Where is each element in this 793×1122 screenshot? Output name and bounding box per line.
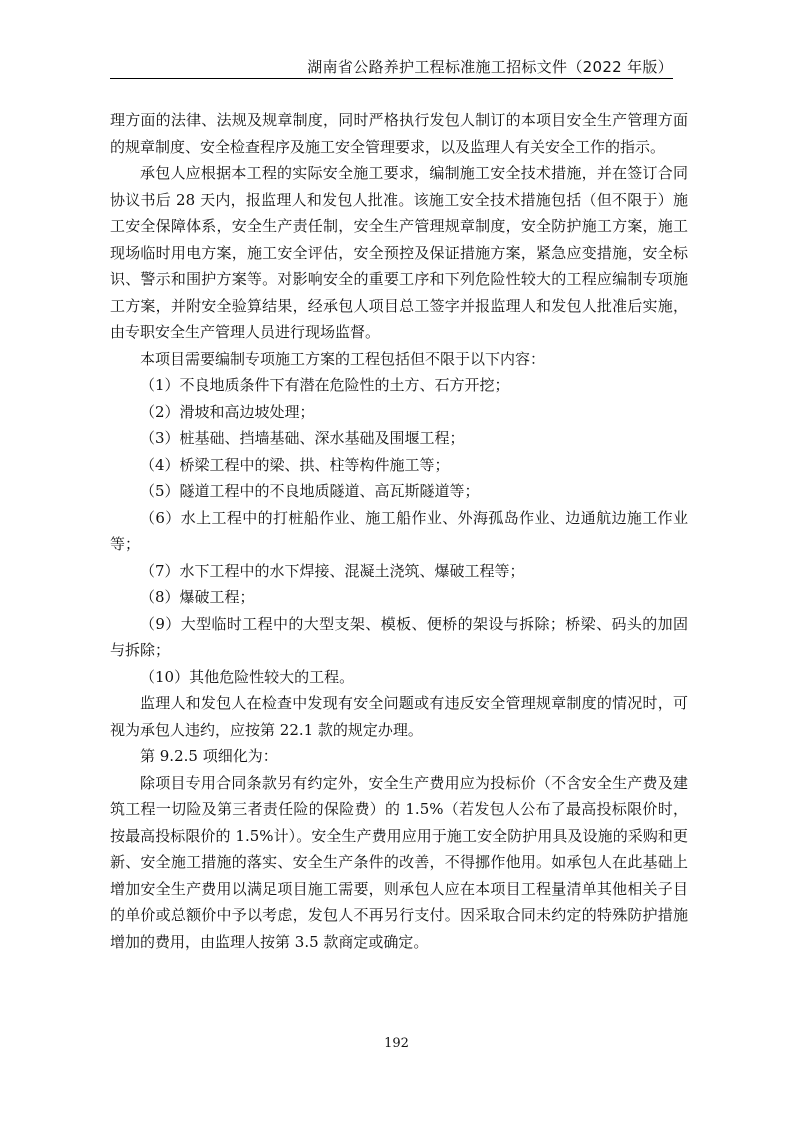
paragraph: 第 9.2.5 项细化为： bbox=[140, 747, 278, 765]
paragraph: 承包人应根据本工程的实际安全施工要求，编制施工安全技术措施，并在签订合同协议书后 28 天内，报监理人和发包人批准。该施工安全技术措施包括（但不限于）施工安全保障体系，安全生产责任制，安全生产管理规章制度，安全防护施工方案，施工现场临时用电方案，施工安全评估，安全预控及保证措施方案，紧急应变措施，安全标识、警示和围护方案等。对影响安全的重要工序和下列危险性较大的工程应编制专项施工方案，并附安全验算结果，经承包人项目总工签字并报监理人和发包人批准后实施，由专职安全生产管理人员进行现场监督。 bbox=[110, 164, 688, 341]
paragraph: 除项目专用合同条款另有约定外，安全生产费用应为投标价（不含安全生产费及建筑工程一切险及第三者责任险的保险费）的 1.5%（若发包人公布了最高投标限价时，按最高投标限价的 1.5%计）。安全生产费用应用于施工安全防护用具及设施的采购和更新、安全施工措施的落实、安全生产条件的改善，不得挪作他用。如承包人在此基础上增加安全生产费用以满足项目施工需要，则承包人应在本项目工程量清单其他相关子目的单价或总额价中予以考虑，发包人不再另行支付。因采取合同未约定的特殊防护措施增加的费用，由监理人按第 3.5 款商定或确定。 bbox=[110, 773, 688, 951]
list-item: （6）水上工程中的打桩船作业、施工船作业、外海孤岛作业、边通航边施工作业等； bbox=[110, 508, 688, 553]
page-number: 192 bbox=[384, 1036, 409, 1051]
paragraph: 本项目需要编制专项施工方案的工程包括但不限于以下内容： bbox=[140, 349, 546, 368]
list-item: （10）其他危险性较大的工程。 bbox=[140, 667, 355, 686]
list-item: （3）桩基础、挡墙基础、深水基础及围堰工程； bbox=[140, 429, 465, 447]
document-body bbox=[110, 107, 688, 955]
list-item: （7）水下工程中的水下焊接、混凝土浇筑、爆破工程等； bbox=[140, 561, 525, 580]
page-header bbox=[110, 52, 673, 79]
list-item: （5）隧道工程中的不良地质隧道、高瓦斯隧道等； bbox=[140, 482, 480, 500]
paragraph: 理方面的法律、法规及规章制度，同时严格执行发包人制订的本项目安全生产管理方面的规章制度、安全检查程序及施工安全管理要求，以及监理人有关安全工作的指示。 bbox=[110, 111, 688, 156]
list-item: （8）爆破工程； bbox=[140, 588, 255, 606]
list-item: （2）滑坡和高边坡处理； bbox=[140, 402, 315, 421]
list-item: （1）不良地质条件下有潜在危险性的土方、石方开挖； bbox=[140, 376, 510, 394]
list-item: （4）桥梁工程中的梁、拱、柱等构件施工等； bbox=[140, 455, 450, 474]
document-title: 湖南省公路养护工程标准施工招标文件（2022 年版） bbox=[307, 58, 673, 76]
paragraph: 监理人和发包人在检查中发现有安全问题或有违反安全管理规章制度的情况时，可视为承包人违约，应按第 22.1 款的规定办理。 bbox=[110, 694, 688, 739]
list-item: （9）大型临时工程中的大型支架、模板、便桥的架设与拆除；桥梁、码头的加固与拆除； bbox=[110, 614, 688, 659]
